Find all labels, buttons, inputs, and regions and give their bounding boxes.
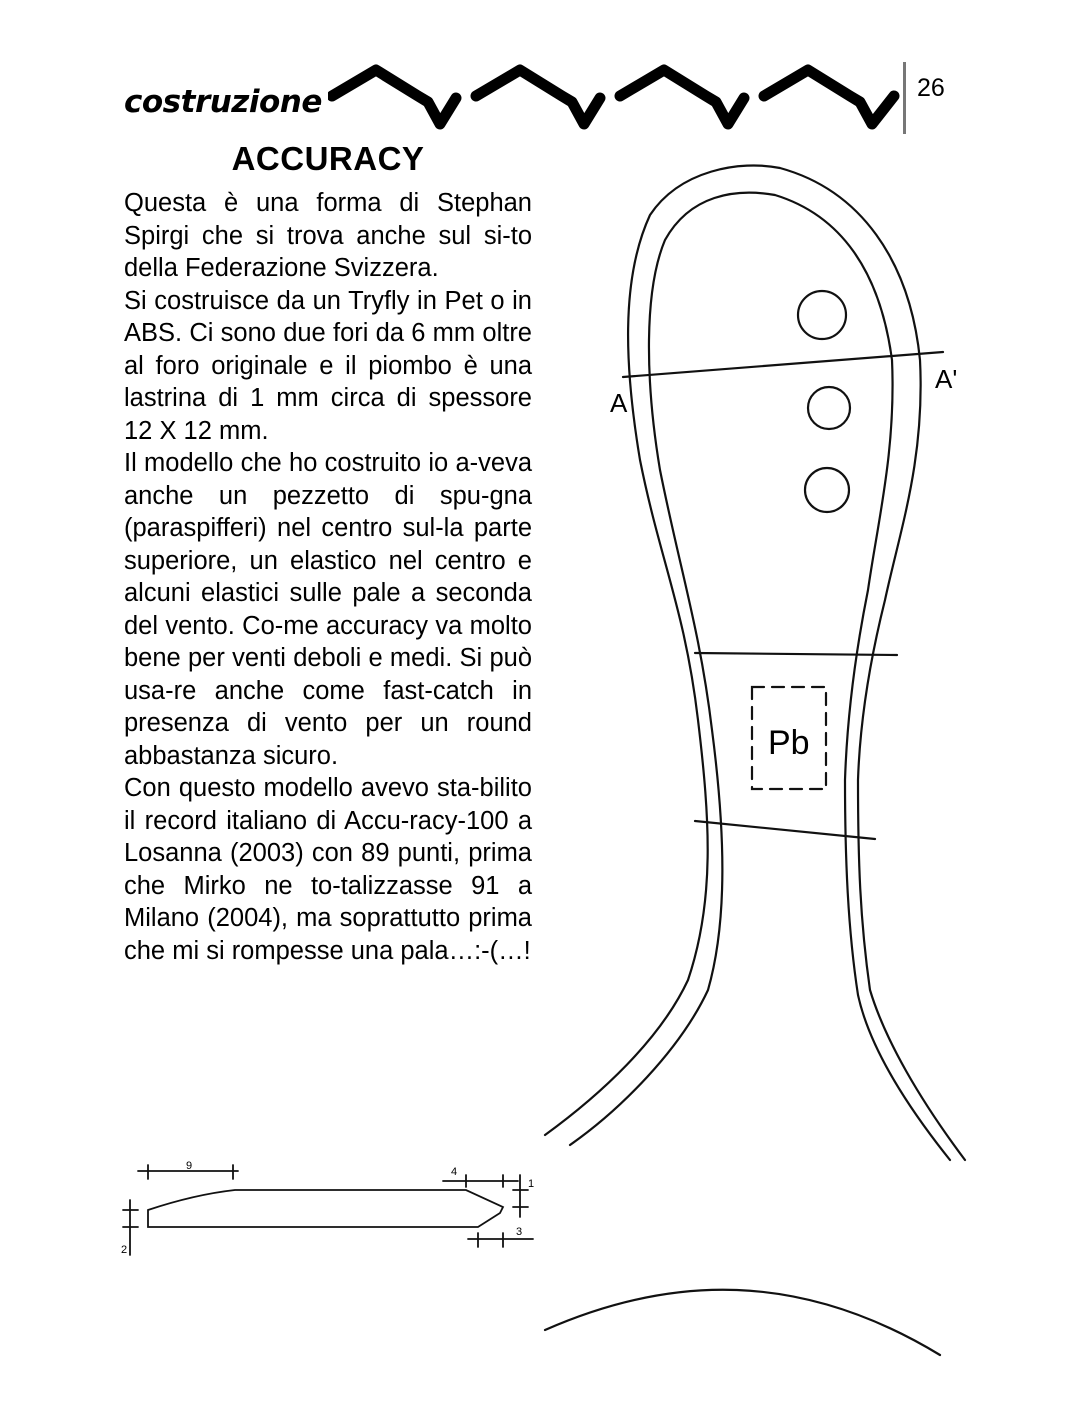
paragraph: Si costruisce da un Tryfly in Pet o in ABS. Ci sono due fori da 6 mm oltre al foro originale e il piombo è una lastrina di 1 mm circa di spessore 12 X 12 mm. [124, 286, 532, 445]
section-label-right: A' [935, 364, 958, 394]
blade-outline-outer [545, 165, 965, 1160]
dimension-label-1: 1 [528, 1178, 535, 1190]
section-word: costruzione [124, 84, 322, 120]
section-label-left: A [610, 388, 628, 418]
article-body [124, 187, 532, 967]
dimension-label-4: 4 [451, 1166, 458, 1178]
page-divider [903, 62, 906, 134]
dimension-label-2: 2 [121, 1244, 128, 1256]
dimension-label-9: 9 [186, 1160, 193, 1172]
article-title: ACCURACY [231, 140, 425, 177]
blade-tip-arc [545, 1290, 940, 1355]
paragraph: Questa è una forma di Stephan Spirgi che si trova anche sul si-to della Federazione Svizzera. [124, 189, 532, 282]
hole-bottom [805, 468, 849, 512]
blade-template-drawing [540, 160, 970, 1420]
hole-top [798, 291, 846, 339]
band-line-upper [695, 653, 897, 655]
hole-middle [808, 387, 850, 429]
paragraph: Il modello che ho costruito io a-veva anche un pezzetto di spu-gna (paraspifferi) nel centro sul-la parte superiore, un elastico nel centro e alcuni elastici sulle pale a seconda del vento. Co-me accuracy va molto bene per venti deboli e medi. Si può usa-re anche come fast-catch in presenza di vento per un round abbastanza sicuro. [124, 449, 532, 770]
page-number: 26 [917, 74, 945, 102]
weight-label: Pb [768, 724, 810, 762]
profile-outline [148, 1190, 503, 1227]
dimension-label-3: 3 [516, 1226, 523, 1238]
paragraph: Con questo modello avevo sta-bilito il record italiano di Accu-racy-100 a Losanna (2003) con 89 punti, prima che Mirko ne to-talizzasse 91 a Milano (2004), ma soprattutto prima che mi si rompesse una pala…:-(…! [124, 774, 532, 965]
section-line [623, 352, 943, 377]
cross-section-profile [118, 1155, 543, 1265]
zigzag-wave-ornament-icon [328, 62, 903, 138]
